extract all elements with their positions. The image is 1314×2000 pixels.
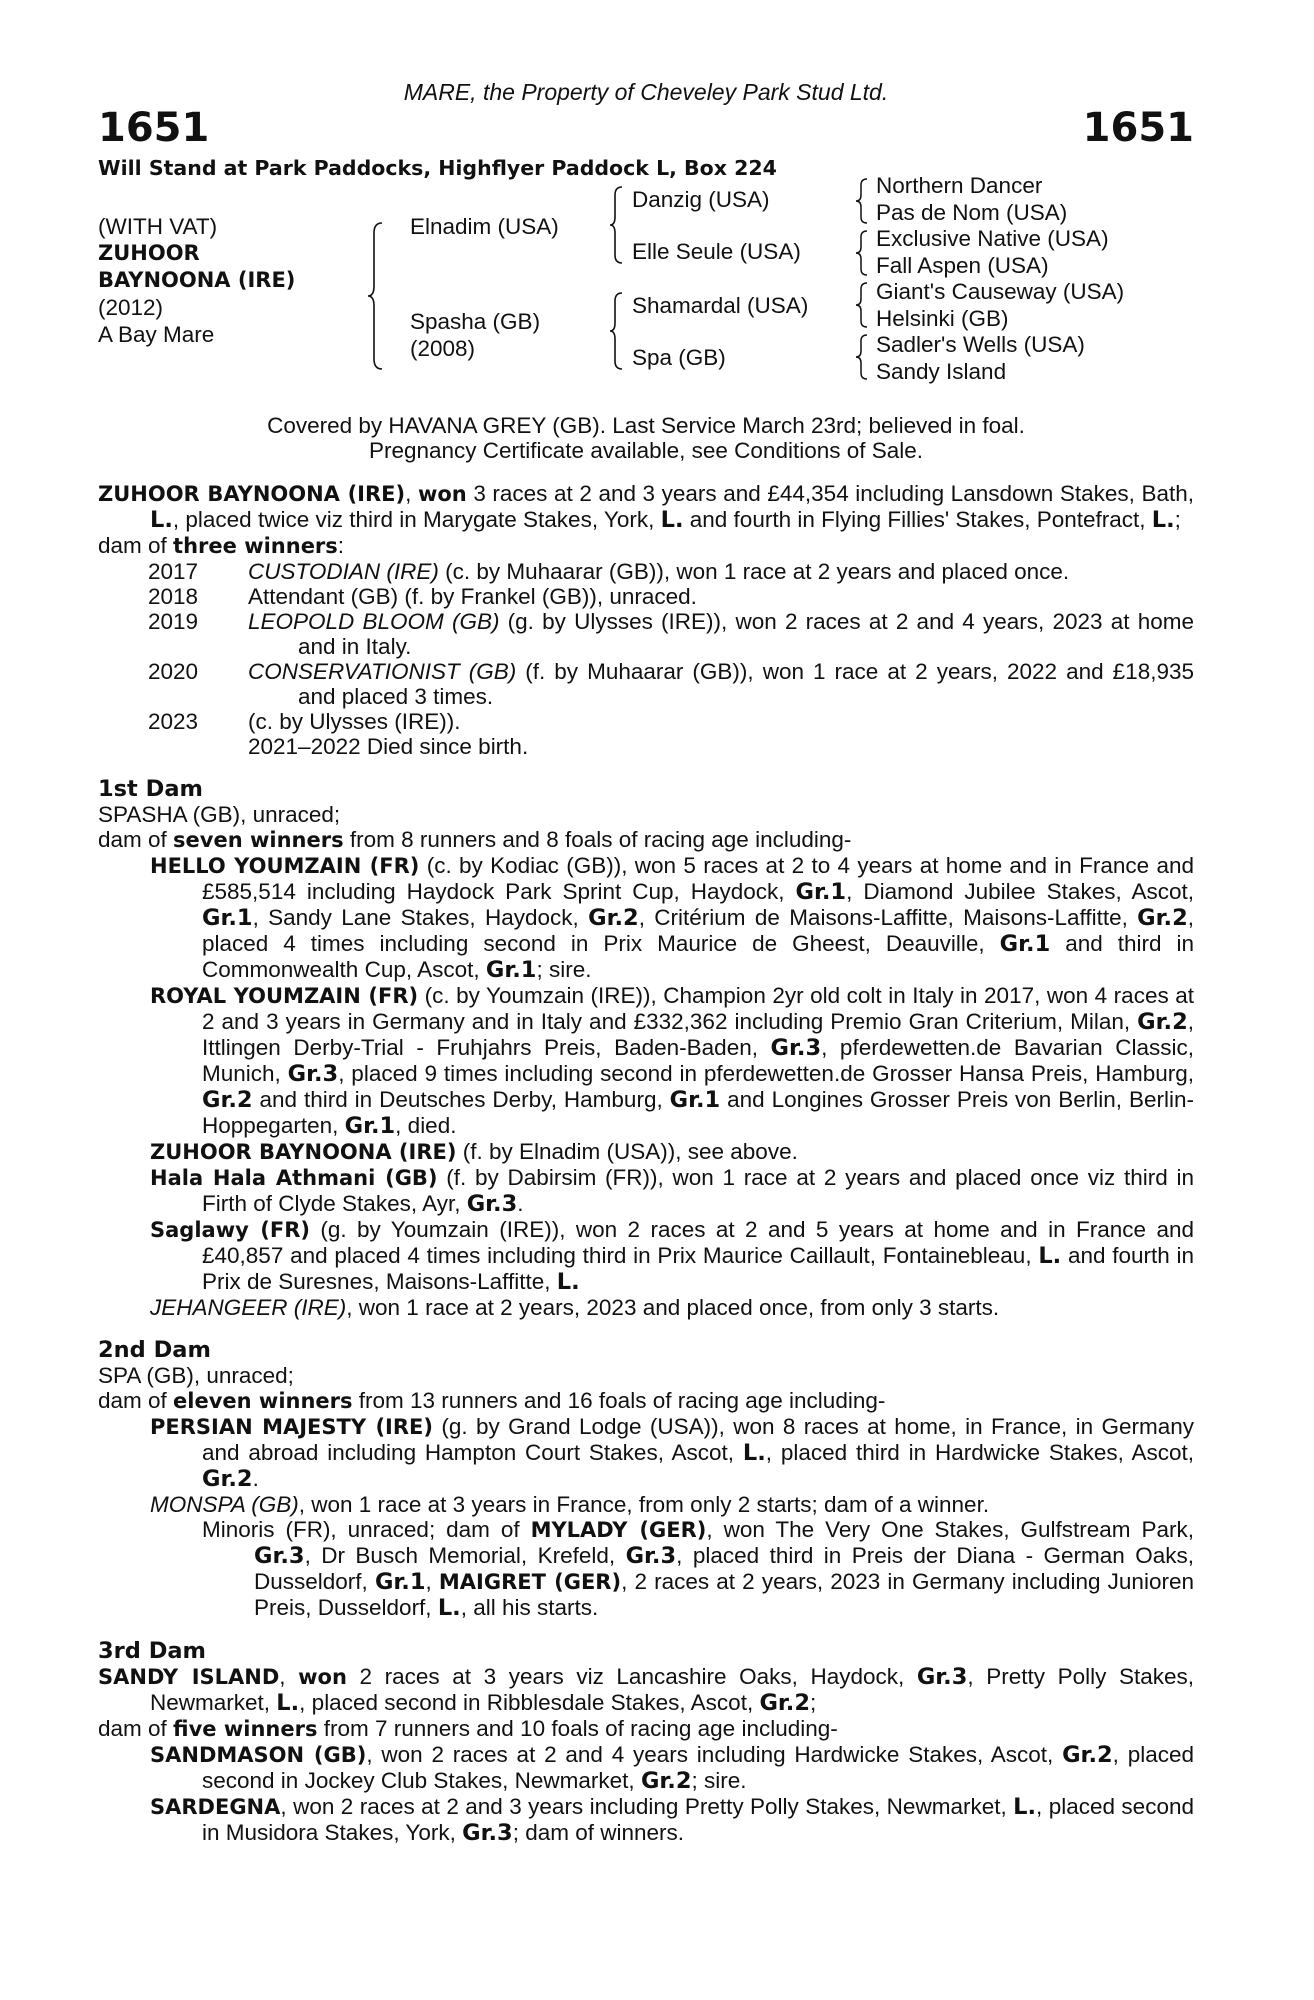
horse-name-line2: BAYNOONA (IRE) <box>98 268 296 292</box>
horse-name-line1: ZUHOOR <box>98 241 200 265</box>
lot-number-left: 1651 <box>98 105 210 151</box>
sire-dam: Elle Seule (USA) <box>632 239 801 264</box>
pedigree-table <box>98 173 1194 407</box>
ancestor-sdd: Fall Aspen (USA) <box>876 253 1049 278</box>
produce-2020: 2020 CONSERVATIONIST (GB) (f. by Muhaarar (GB)), won 1 race at 2 years, 2022 and £18,935 and placed 3 times. <box>148 659 1194 709</box>
first-dam-section: 1st Dam SPASHA (GB), unraced; dam of seven winners from 8 runners and 8 foals of racing age including- HELLO YOUMZAIN (FR) (c. by Kodiac (GB)), won 5 races at 2 to 4 years at home and in France and £585,514 including Haydock Park Sprint Cup, Haydock, Gr.1, Diamond Jubilee Stakes, Ascot, Gr.1, Sandy Lane Stakes, Haydock, Gr.2, Critérium de Maisons-Laffitte, Maisons-Laffitte, Gr.2, placed 4 times including second in Prix Maurice de Gheest, Deauville, Gr.1 and third in Commonwealth Cup, Ascot, Gr.1; sire. ROYAL YOUMZAIN (FR) (c. by Youmzain (IRE)), Champion 2yr old colt in Italy in 2017, won 4 races at 2 and 3 years in Germany and in Italy and £332,362 including Premio Gran Criterium, Milan, Gr.2, Ittlingen Derby-Trial - Fruhjahrs Preis, Baden-Baden, Gr.3, pferdewetten.de Bavarian Classic, Munich, Gr.3, placed 9 times including second in pferdewetten.de Grosser Hansa Preis, Hamburg, Gr.2 and third in Deutsches Derby, Hamburg, Gr.1 and Longines Grosser Preis von Berlin, Berlin-Hoppegarten, Gr.1, died. ZUHOOR BAYNOONA (IRE) (f. by Elnadim (USA)), see above. Hala Hala Athmani (GB) (f. by Dabirsim (FR)), won 1 race at 2 years and placed once viz third in Firth of Clyde Stakes, Ayr, Gr.3. Saglawy (FR) (g. by Youmzain (IRE)), won 2 races at 2 and 5 years at home and in France and £40,857 and placed 4 times including third in Prix Maurice Caillault, Fontainebleau, L. and fourth in Prix de Suresnes, Maisons-Laffitte, L. JEHANGEER (IRE), won 1 race at 2 years, 2023 and placed once, from only 3 starts. <box>98 776 1195 1320</box>
second-dam-heading: 2nd Dam <box>98 1337 211 1363</box>
produce-2023: 2023 (c. by Ulysses (IRE)). <box>148 709 461 734</box>
sire-sire: Danzig (USA) <box>632 187 770 212</box>
brace-3 <box>608 291 626 371</box>
ancestor-sss: Northern Dancer <box>876 173 1043 198</box>
produce-2017: 2017 CUSTODIAN (IRE) (c. by Muhaarar (GB)), won 1 race at 2 years and placed once. <box>148 559 1070 584</box>
lot-number-right: 1651 <box>1082 105 1194 151</box>
progeny-hala-hala-athmani: Hala Hala Athmani (GB) (f. by Dabirsim (FR)), won 1 race at 2 years and placed once viz third in Firth of Clyde Stakes, Ayr, Gr.3. <box>150 1165 1195 1217</box>
third-dam-summary: SANDY ISLAND, won 2 races at 3 years viz Lancashire Oaks, Haydock, Gr.3, Pretty Polly Stakes, Newmarket, L., placed second in Ribblesdale Stakes, Ascot, Gr.2; <box>98 1664 1194 1716</box>
progeny-minoris: Minoris (FR), unraced; dam of MYLADY (GER), won The Very One Stakes, Gulfstream Park, Gr.3, Dr Busch Memorial, Krefeld, Gr.3, placed third in Preis der Diana - German Oaks, Dusseldorf, Gr.1, MAIGRET (GER), 2 races at 2 years, 2023 in Germany including Junioren Preis, Dusseldorf, L., all his starts. <box>202 1517 1195 1621</box>
foaling-year: (2012) <box>98 295 164 320</box>
brace-6 <box>854 281 870 329</box>
ancestor-ssd: Pas de Nom (USA) <box>876 200 1068 225</box>
sire-name: Elnadim (USA) <box>410 214 559 239</box>
ancestor-dsd: Helsinki (GB) <box>876 306 1009 331</box>
brace-1 <box>366 221 386 371</box>
dam-sire: Shamardal (USA) <box>632 293 809 318</box>
third-dam-heading: 3rd Dam <box>98 1638 206 1664</box>
second-dam-section: 2nd Dam SPA (GB), unraced; dam of eleven winners from 13 runners and 16 foals of racing age including- PERSIAN MAJESTY (IRE) (g. by Grand Lodge (USA)), won 8 races at home, in France, in Germany and abroad including Hampton Court Stakes, Ascot, L., placed third in Hardwicke Stakes, Ascot, Gr.2. MONSPA (GB), won 1 race at 3 years in France, from only 2 starts; dam of a winner. Minoris (FR), unraced; dam of MYLADY (GER), won The Very One Stakes, Gulfstream Park, Gr.3, Dr Busch Memorial, Krefeld, Gr.3, placed third in Preis der Diana - German Oaks, Dusseldorf, Gr.1, MAIGRET (GER), 2 races at 2 years, 2023 in Germany including Junioren Preis, Dusseldorf, L., all his starts. <box>98 1337 1195 1621</box>
progeny-monspa: MONSPA (GB), won 1 race at 3 years in France, from only 2 starts; dam of a winner. <box>150 1492 990 1517</box>
progeny-zuhoor-baynoona: ZUHOOR BAYNOONA (IRE) (f. by Elnadim (USA)), see above. <box>150 1139 798 1164</box>
dam-name: Spasha (GB) <box>410 309 541 334</box>
progeny-persian-majesty: PERSIAN MAJESTY (IRE) (g. by Grand Lodge (USA)), won 8 races at home, in France, in Germany and abroad including Hampton Court Stakes, Ascot, L., placed third in Hardwicke Stakes, Ascot, Gr.2. <box>150 1414 1194 1492</box>
dam-dam: Spa (GB) <box>632 345 726 370</box>
mare-record <box>98 481 1194 759</box>
brace-5 <box>854 229 870 277</box>
catalogue-page <box>98 80 1194 1846</box>
brace-4 <box>854 177 870 225</box>
progeny-royal-youmzain: ROYAL YOUMZAIN (FR) (c. by Youmzain (IRE)), Champion 2yr old colt in Italy in 2017, won 4 races at 2 and 3 years in Germany and in Italy and £332,362 including Premio Gran Criterium, Milan, Gr.2, Ittlingen Derby-Trial - Fruhjahrs Preis, Baden-Baden, Gr.3, pferdewetten.de Bavarian Classic, Munich, Gr.3, placed 9 times including second in pferdewetten.de Grosser Hansa Preis, Hamburg, Gr.2 and third in Deutsches Derby, Hamburg, Gr.1 and Longines Grosser Preis von Berlin, Berlin-Hoppegarten, Gr.1, died. <box>150 983 1194 1139</box>
third-dam-section: 3rd Dam SANDY ISLAND, won 2 races at 3 years viz Lancashire Oaks, Haydock, Gr.3, Pretty Polly Stakes, Newmarket, L., placed second in Ribblesdale Stakes, Ascot, Gr.2; dam of five winners from 7 runners and 10 foals of racing age including- SANDMASON (GB), won 2 races at 2 and 4 years including Hardwicke Stakes, Ascot, Gr.2, placed second in Jockey Club Stakes, Newmarket, Gr.2; sire. SARDEGNA, won 2 races at 2 and 3 years including Pretty Polly Stakes, Newmarket, L., placed second in Musidora Stakes, York, Gr.3; dam of winners. <box>98 1638 1194 1846</box>
brace-7 <box>854 333 870 381</box>
page-header <box>98 79 1194 151</box>
produce-2018: 2018 Attendant (GB) (f. by Frankel (GB)), unraced. <box>148 584 697 609</box>
property-line: MARE, the Property of Cheveley Park Stud Ltd. <box>403 79 889 105</box>
produce-2019: 2019 LEOPOLD BLOOM (GB) (g. by Ulysses (IRE)), won 2 races at 2 and 4 years, 2023 at home and in Italy. <box>148 609 1194 659</box>
horse-description: A Bay Mare <box>98 322 215 347</box>
progeny-hello-youmzain: HELLO YOUMZAIN (FR) (c. by Kodiac (GB)), won 5 races at 2 to 4 years at home and in France and £585,514 including Haydock Park Sprint Cup, Haydock, Gr.1, Diamond Jubilee Stakes, Ascot, Gr.1, Sandy Lane Stakes, Haydock, Gr.2, Critérium de Maisons-Laffitte, Maisons-Laffitte, Gr.2, placed 4 times including second in Prix Maurice de Gheest, Deauville, Gr.1 and third in Commonwealth Cup, Ascot, Gr.1; sire. <box>150 853 1195 983</box>
vat-label: (WITH VAT) <box>98 214 218 239</box>
first-dam-heading: 1st Dam <box>98 776 203 802</box>
ancestor-sds: Exclusive Native (USA) <box>876 226 1109 251</box>
brace-2 <box>608 185 626 265</box>
stand-location: Will Stand at Park Paddocks, Highflyer Paddock L, Box 224 <box>98 156 777 180</box>
progeny-sandmason: SANDMASON (GB), won 2 races at 2 and 4 years including Hardwicke Stakes, Ascot, Gr.2, placed second in Jockey Club Stakes, Newmarket, Gr.2; sire. <box>150 1742 1194 1794</box>
ancestor-dds: Sadler's Wells (USA) <box>876 332 1085 357</box>
covered-line-2: Pregnancy Certificate available, see Conditions of Sale. <box>368 438 924 463</box>
mare-summary: ZUHOOR BAYNOONA (IRE), won 3 races at 2 and 3 years and £44,354 including Lansdown Stakes, Bath, L., placed twice viz third in Marygate Stakes, York, L. and fourth in Flying Fillies' Stakes, Pontefract, L.; <box>98 481 1194 533</box>
dam-year: (2008) <box>410 336 476 361</box>
ancestor-ddd: Sandy Island <box>876 359 1007 384</box>
progeny-jehangeer: JEHANGEER (IRE), won 1 race at 2 years, 2023 and placed once, from only 3 starts. <box>150 1295 1000 1320</box>
progeny-saglawy: Saglawy (FR) (g. by Youmzain (IRE)), won 2 races at 2 and 5 years at home and in France and £40,857 and placed 4 times including third in Prix Maurice Caillault, Fontainebleau, L. and fourth in Prix de Suresnes, Maisons-Laffitte, L. <box>150 1217 1195 1295</box>
ancestor-dss: Giant's Causeway (USA) <box>876 279 1125 304</box>
progeny-sardegna: SARDEGNA, won 2 races at 2 and 3 years including Pretty Polly Stakes, Newmarket, L., placed second in Musidora Stakes, York, Gr.3; dam of winners. <box>150 1794 1194 1846</box>
dam-of-line: dam of three winners: <box>98 533 345 558</box>
produce-2021-2022: 2021–2022 Died since birth. <box>248 734 529 759</box>
covered-line-1: Covered by HAVANA GREY (GB). Last Service March 23rd; believed in foal. <box>267 413 1025 438</box>
